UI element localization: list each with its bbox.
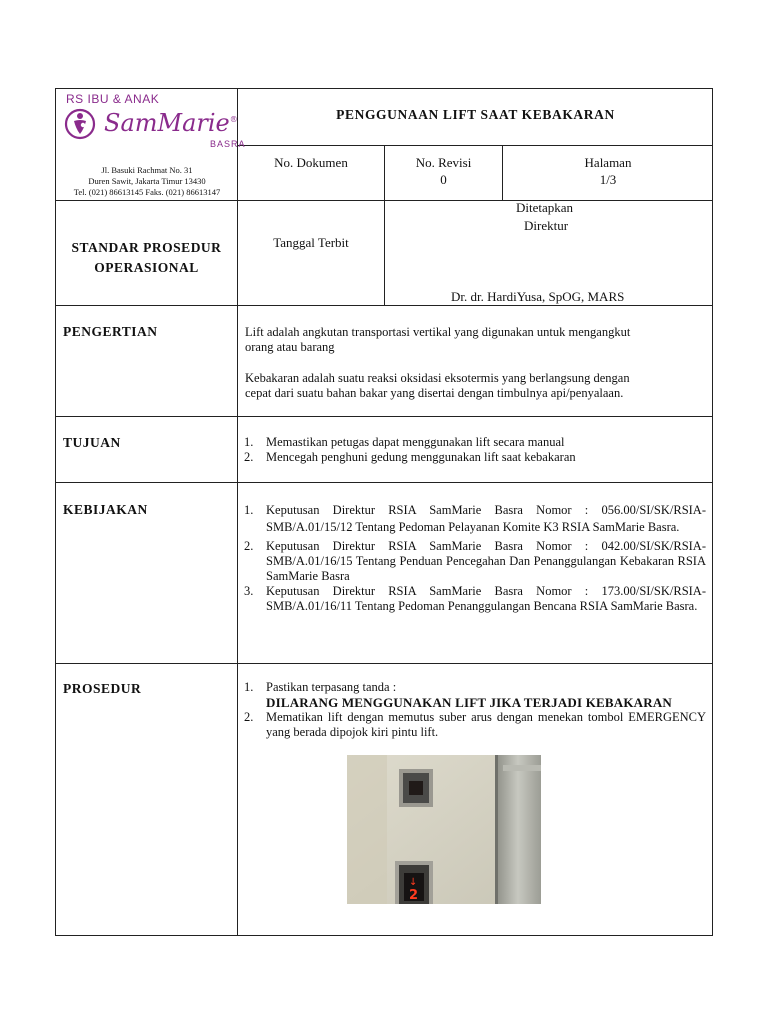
list-item [244, 680, 706, 710]
list-number: 2. [244, 710, 254, 724]
row-divider-kebijakan [55, 663, 713, 664]
pengertian-p1-line: orang atau barang [245, 340, 335, 354]
address-line: Duren Sawit, Jakarta Timur 13430 [88, 176, 206, 186]
pengertian-p2-line: cepat dari suatu bahan bakar yang disertai dengan timbulnya api/penyalaan. [245, 386, 624, 400]
logo-sub: BASRA [210, 139, 246, 149]
sop-heading-line: OPERASIONAL [94, 260, 199, 275]
list-number: 1. [244, 503, 254, 517]
list-item [244, 435, 706, 450]
list-text: Keputusan Direktur RSIA SamMarie Basra Nomor : 042.00/SI/SK/RSIA-SMB/A.01/16/15 Tentang Penduan Pencegahan Dan Penanggulangan Kebakaran RSIA SamMarie Basra [266, 539, 706, 583]
ditetapkan-label: Ditetapkan [516, 200, 574, 215]
display-digit: 2 [409, 888, 419, 903]
list-text: Mematikan lift dengan memutus suber arus dengan menekan tombol EMERGENCY yang berada dipojok kiri pintu lift. [266, 710, 706, 739]
list-item [244, 502, 706, 536]
list-text: Keputusan Direktur RSIA SamMarie Basra Nomor : 056.00/SI/SK/RSIA-SMB/A.01/15/12 Tentang Pedoman Pelayanan Komite K3 RSIA SamMarie Basra. [266, 503, 706, 534]
list-text: Mencegah penghuni gedung menggunakan lift saat kebakaran [266, 450, 576, 464]
no-revisi-label: No. Revisi [415, 155, 472, 170]
document-title: PENGGUNAAN LIFT SAAT KEBAKARAN [336, 107, 615, 122]
pengertian-p2-line: Kebakaran adalah suatu reaksi oksidasi eksotermis yang berlangsung dengan [245, 371, 630, 385]
logo-top-text: RS IBU & ANAK [66, 92, 160, 106]
mother-child-circle-icon [64, 107, 98, 141]
hospital-logo [64, 107, 246, 149]
column-divider [237, 88, 238, 936]
no-dokumen-label: No. Dokumen [274, 155, 348, 170]
no-revisi-value: 0 [440, 172, 447, 187]
halaman-value: 1/3 [599, 172, 617, 187]
pengertian-p1-line: Lift adalah angkutan transportasi vertikal yang digunakan untuk mengangkut [245, 325, 631, 339]
sop-heading-line: STANDAR PROSEDUR [71, 240, 222, 255]
list-text: Keputusan Direktur RSIA SamMarie Basra Nomor : 173.00/SI/SK/RSIA-SMB/A.01/16/11 Tentang Pedoman Penanggulangan Bencana RSIA SamMarie Basra. [266, 584, 706, 613]
row-divider-sop [55, 305, 713, 306]
list-number: 2. [244, 450, 254, 464]
sop-heading [56, 238, 237, 278]
list-item [244, 539, 706, 584]
list-item [244, 710, 706, 740]
kebijakan-list [244, 502, 706, 614]
pengertian-text [245, 325, 707, 401]
tanggal-terbit-label: Tanggal Terbit [273, 235, 349, 250]
tujuan-list [244, 435, 706, 465]
list-number: 1. [244, 435, 254, 449]
address-line: Tel. (021) 86613145 Faks. (021) 86613147 [73, 187, 221, 197]
prosedur-list [244, 680, 706, 740]
list-number: 3. [244, 584, 254, 598]
director-name: Dr. dr. HardiYusa, SpOG, MARS [451, 289, 625, 304]
elevator-photo [347, 755, 541, 904]
direktur-label: Direktur [524, 218, 569, 233]
row-divider-tujuan [55, 482, 713, 483]
address-line: Jl. Basuki Rachmat No. 31 [101, 165, 193, 175]
logo-name: SamMarie® [104, 109, 238, 137]
row-divider-pengertian [55, 416, 713, 417]
list-item [244, 584, 706, 614]
halaman-label: Halaman [584, 155, 632, 170]
list-number: 1. [244, 680, 254, 694]
prosedur-label: PROSEDUR [63, 681, 142, 696]
hospital-address [57, 165, 237, 198]
elevator-photo-illustration [347, 755, 541, 904]
list-item [244, 450, 706, 465]
pengertian-label: PENGERTIAN [63, 324, 158, 339]
kebijakan-label: KEBIJAKAN [63, 502, 148, 517]
warning-sign-text: DILARANG MENGGUNAKAN LIFT JIKA TERJADI KEBAKARAN [266, 695, 673, 710]
row-divider-title [237, 145, 713, 146]
list-text: Memastikan petugas dapat menggunakan lift secara manual [266, 435, 565, 449]
display-arrow: ↓ [409, 877, 418, 888]
list-text: Pastikan terpasang tanda : [266, 680, 397, 694]
list-number: 2. [244, 539, 254, 553]
tujuan-label: TUJUAN [63, 435, 121, 450]
